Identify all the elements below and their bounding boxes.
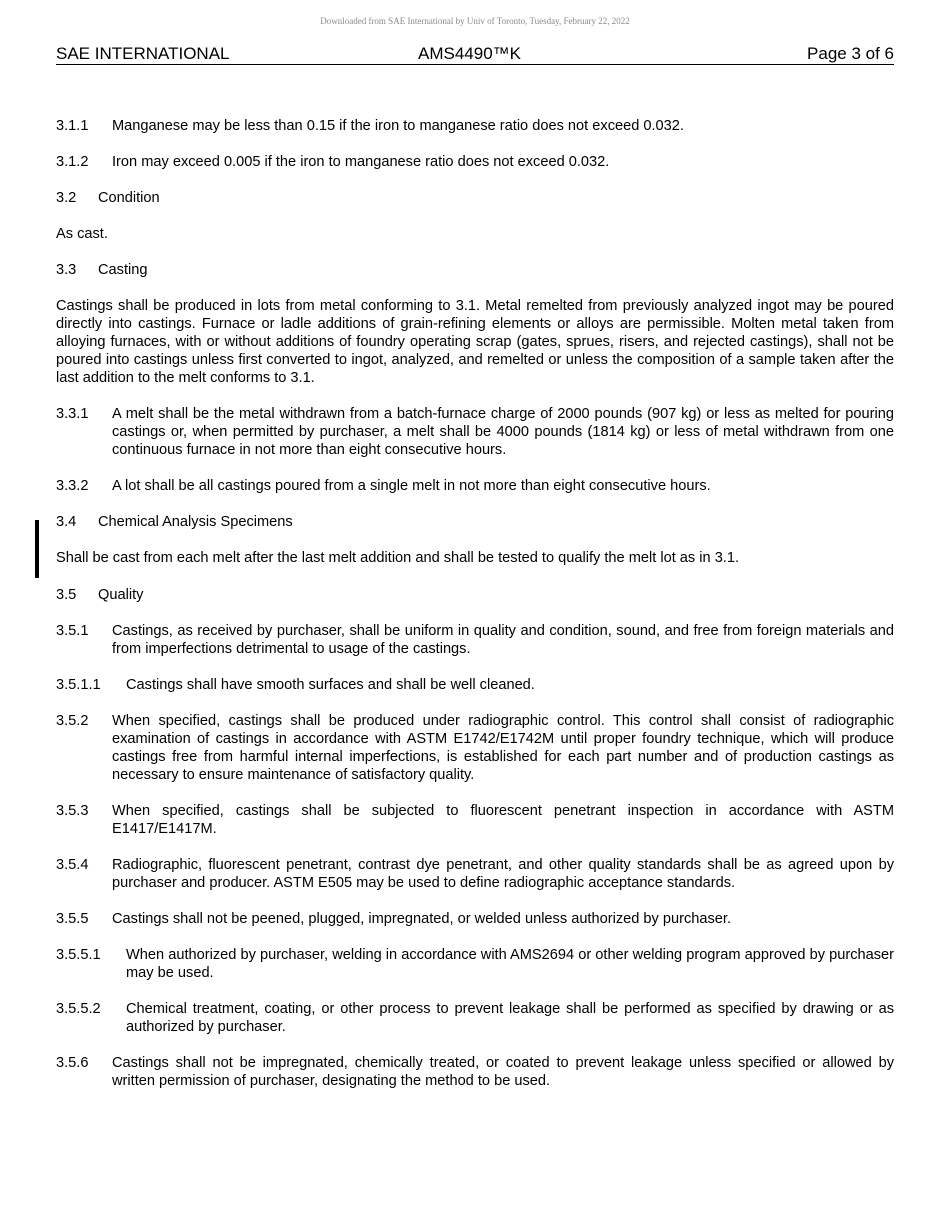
header-org: SAE INTERNATIONAL [56,44,230,63]
body-text: As cast. [56,226,108,242]
section-number: 3.2 [56,190,77,206]
section-3-3-body [56,297,894,387]
section-text: Castings shall have smooth surfaces and shall be well cleaned. [126,677,535,693]
section-3-3-1 [56,405,894,459]
section-text: When specified, castings shall be subjected to fluorescent penetrant inspection in accordance with ASTM E1417/E1417M. [112,803,894,837]
section-3-5-5-2 [56,1000,894,1036]
section-number: 3.3.1 [56,406,89,422]
section-text: A lot shall be all castings poured from a single melt in not more than eight consecutive hours. [112,478,711,494]
section-3-5-5-1 [56,946,894,982]
section-number: 3.4 [56,514,77,530]
section-3-5-1-1 [56,676,894,694]
header-page-number: Page 3 of 6 [807,44,894,63]
section-text: Manganese may be less than 0.15 if the iron to manganese ratio does not exceed 0.032. [112,118,684,134]
section-text: Castings shall not be impregnated, chemically treated, or coated to prevent leakage unless specified or allowed by written permission of purchaser, designating the method to be used. [112,1055,894,1089]
section-number: 3.5.2 [56,713,89,729]
page-header [56,44,894,65]
section-text: Castings, as received by purchaser, shall be uniform in quality and condition, sound, and free from foreign materials and from imperfections detrimental to usage of the castings. [112,623,894,657]
section-number: 3.5.1.1 [56,677,101,693]
section-text: Iron may exceed 0.005 if the iron to manganese ratio does not exceed 0.032. [112,154,610,170]
section-3-5-3 [56,802,894,838]
body-text: Castings shall be produced in lots from metal conforming to 3.1. Metal remelted from previously analyzed ingot may be poured directly into castings. Furnace or ladle additions of grain-refining elements or alloys are permissible. Molten metal taken from alloying furnaces, with or without additions of foundry operating scrap (gates, sprues, risers, and rejected castings), shall not be poured into castings unless first converted to ingot, analyzed, and remelted or unless the composition of a sample taken after the last addition to the melt conforms to 3.1. [56,298,894,386]
section-text: When specified, castings shall be produced under radiographic control. This control shall consist of radiographic examination of castings in accordance with ASTM E1742/E1742M until proper foundry technique, which will produce castings free from harmful internal imperfections, is established for each part number and of production castings as necessary to ensure maintenance of satisfactory quality. [112,713,894,783]
section-3-2-body [56,225,894,243]
section-number: 3.5 [56,587,77,603]
section-number: 3.5.5.1 [56,947,101,963]
section-3-4-heading [56,513,894,531]
section-title: Chemical Analysis Specimens [98,514,293,530]
section-3-5-6 [56,1054,894,1090]
section-3-1-1 [56,117,894,135]
body-text: Shall be cast from each melt after the last melt addition and shall be tested to qualify the melt lot as in 3.1. [56,550,740,566]
section-3-3-2 [56,477,894,495]
section-3-5-heading [56,586,894,604]
section-number: 3.5.5 [56,911,89,927]
section-number: 3.5.6 [56,1055,89,1071]
section-text: A melt shall be the metal withdrawn from a batch-furnace charge of 2000 pounds (907 kg) or less as melted for pouring castings or, when permitted by purchaser, a melt shall be 4000 pounds (1814 kg) or less of metal withdrawn from one continuous furnace in not more than eight consecutive hours. [112,406,894,458]
section-3-5-1 [56,622,894,658]
section-number: 3.5.1 [56,623,89,639]
section-title: Quality [98,587,144,603]
section-number: 3.1.1 [56,118,89,134]
section-3-5-4 [56,856,894,892]
header-doc-id: AMS4490™K [418,44,521,63]
section-title: Casting [98,262,148,278]
revision-change-bar [35,520,39,578]
section-text: Castings shall not be peened, plugged, impregnated, or welded unless authorized by purchaser. [112,911,732,927]
section-number: 3.3.2 [56,478,89,494]
section-text: When authorized by purchaser, welding in accordance with AMS2694 or other welding program approved by purchaser may be used. [126,947,894,981]
section-number: 3.5.5.2 [56,1001,101,1017]
section-3-2-heading [56,189,894,207]
section-text: Chemical treatment, coating, or other process to prevent leakage shall be performed as specified by drawing or as authorized by purchaser. [126,1001,894,1035]
section-number: 3.3 [56,262,77,278]
section-3-3-heading [56,261,894,279]
section-3-4-body [56,549,894,567]
section-3-5-2 [56,712,894,784]
section-3-5-5 [56,910,894,928]
section-number: 3.5.3 [56,803,89,819]
download-watermark: Downloaded from SAE International by Univ of Toronto, Tuesday, February 22, 2022 [320,16,630,26]
section-text: Radiographic, fluorescent penetrant, contrast dye penetrant, and other quality standards shall be as agreed upon by purchaser and producer. ASTM E505 may be used to define radiographic acceptance standards. [112,857,894,891]
section-number: 3.1.2 [56,154,89,170]
section-3-1-2 [56,153,894,171]
section-number: 3.5.4 [56,857,89,873]
section-title: Condition [98,190,160,206]
